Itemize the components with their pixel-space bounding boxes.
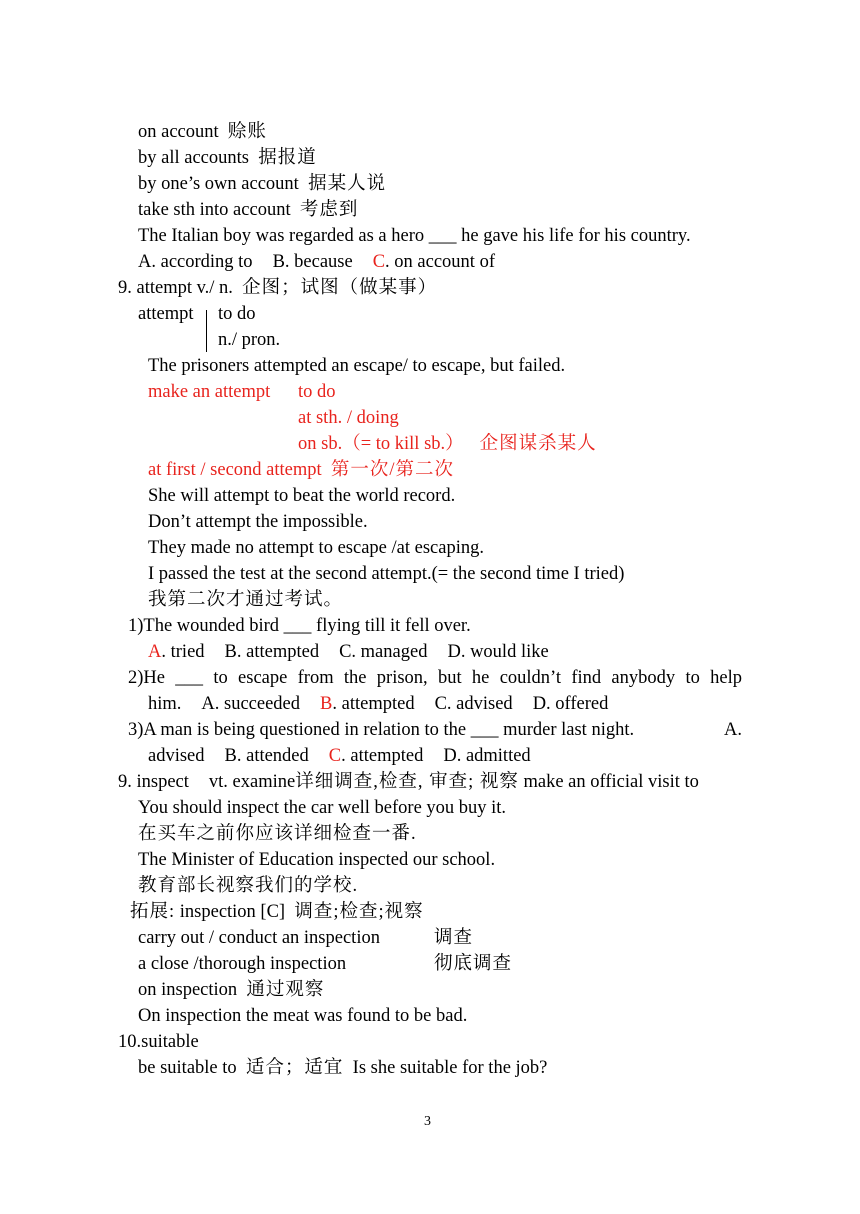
correct-answer-letter: C <box>328 746 342 766</box>
exercise-question-3: 3)A man is being questioned in relation to the ___ murder last night. A. <box>128 720 742 740</box>
example-sentence: The Italian boy was regarded as a hero ___ he gave his life for his country. <box>138 226 691 246</box>
phrase-option-on-sb: on sb.（= to kill sb.） 企图谋杀某人 <box>298 434 597 454</box>
phrase-on-inspection: on inspection 通过观察 <box>138 980 325 1000</box>
phrase-carry-out-inspection: carry out / conduct an inspection <box>138 928 380 948</box>
answer-options: him. A. succeeded B. attempted C. advised D. offered <box>148 694 609 714</box>
phrase-make-an-attempt: make an attempt <box>148 382 271 402</box>
answer-options: advised B. attended C. attempted D. admitted <box>148 746 531 766</box>
phrase-be-suitable-to: be suitable to 适合；适宜 Is she suitable for the job? <box>138 1058 548 1078</box>
phrase-meaning: 调查 <box>434 928 474 948</box>
example-sentence: The prisoners attempted an escape/ to escape, but failed. <box>148 356 566 376</box>
attempt-option-noun: n./ pron. <box>218 330 281 350</box>
line-take-into-account: take sth into account 考虑到 <box>138 200 359 220</box>
phrase-meaning: 彻底调查 <box>434 954 513 974</box>
phrase-first-second-attempt: at first / second attempt 第一次/第二次 <box>148 460 455 480</box>
phrase-option-at-sth: at sth. / doing <box>298 408 399 428</box>
exercise-question-2: 2)He ___ to escape from the prison, but he couldn’t find anybody to help <box>128 668 742 688</box>
line-on-account: on account 赊账 <box>138 122 267 142</box>
example-sentence: She will attempt to beat the world record. <box>148 486 456 506</box>
attempt-option-to-do: to do <box>218 304 256 324</box>
attempt-word: attempt <box>138 304 194 324</box>
line-by-ones-own-account: by one’s own account 据某人说 <box>138 174 387 194</box>
entry-heading-attempt: 9. attempt v./ n. 企图；试图（做某事） <box>118 278 438 298</box>
extension-inspection: 拓展: inspection [C] 调查;检查;视察 <box>130 902 424 922</box>
entry-heading-suitable: 10.suitable <box>118 1032 199 1052</box>
correct-answer-letter: B <box>320 694 333 714</box>
phrase-close-inspection: a close /thorough inspection <box>138 954 347 974</box>
example-sentence: You should inspect the car well before you buy it. <box>138 798 507 818</box>
phrase-option-to-do: to do <box>298 382 336 402</box>
translation: 教育部长视察我们的学校. <box>138 876 359 896</box>
bracket-line <box>206 310 207 352</box>
line-by-all-accounts: by all accounts 据报道 <box>138 148 317 168</box>
translation: 我第二次才通过考试。 <box>148 590 344 610</box>
example-sentence: The Minister of Education inspected our school. <box>138 850 496 870</box>
page-number: 3 <box>424 1114 431 1129</box>
exercise-question-1: 1)The wounded bird ___ flying till it fell over. <box>128 616 471 636</box>
answer-options: A. tried B. attempted C. managed D. would like <box>148 642 549 662</box>
example-sentence: They made no attempt to escape /at escaping. <box>148 538 484 558</box>
example-sentence: Don’t attempt the impossible. <box>148 512 368 532</box>
answer-options: A. according to B. because C. on account of <box>138 252 495 272</box>
example-sentence: On inspection the meat was found to be bad. <box>138 1006 468 1026</box>
translation: 在买车之前你应该详细检查一番. <box>138 824 417 844</box>
entry-heading-inspect: 9. inspect vt. examine详细调查,检查, 审查; 视察 make an official visit to <box>118 772 699 792</box>
correct-answer-letter: C <box>372 252 386 272</box>
correct-answer-letter: A <box>148 642 162 662</box>
example-sentence: I passed the test at the second attempt.(= the second time I tried) <box>148 564 625 584</box>
